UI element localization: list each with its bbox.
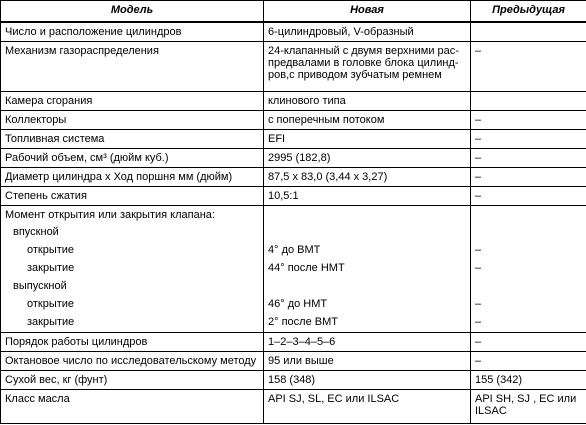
old-value-cell: 155 (342) xyxy=(471,370,586,389)
table-row xyxy=(1,332,586,351)
param-cell: Число и расположение цилиндров xyxy=(1,22,264,41)
param-cell: открытие xyxy=(1,295,264,313)
old-value-cell xyxy=(471,22,586,41)
table-row xyxy=(1,351,586,370)
header-row xyxy=(1,1,586,23)
table-row xyxy=(1,370,586,389)
table-row xyxy=(1,223,586,241)
new-value-cell: 2995 (182,8) xyxy=(264,148,471,167)
old-value-cell: – xyxy=(471,129,586,148)
old-value-cell: – xyxy=(471,259,586,277)
old-value-cell: – xyxy=(471,313,586,332)
old-value-cell: – xyxy=(471,351,586,370)
new-value-cell: API SJ, SL, EC или ILSAC xyxy=(264,389,471,423)
param-cell: открытие xyxy=(1,241,264,259)
table-row xyxy=(1,259,586,277)
new-value-cell: 10,5:1 xyxy=(264,186,471,205)
param-cell: выпускной xyxy=(1,277,264,295)
old-value-cell xyxy=(471,277,586,295)
new-value-cell: клинового типа xyxy=(264,91,471,110)
new-value-cell xyxy=(264,277,471,295)
new-value-cell: 24-клапанный с двумя верхними рас- предвалами в головке блока цилинд- ров,с приводом зубчатым ремнем xyxy=(264,41,471,91)
table-row xyxy=(1,22,586,41)
new-value-cell: EFI xyxy=(264,129,471,148)
new-value-cell: 6-цилиндровый, V-образный xyxy=(264,22,471,41)
old-value-cell: – xyxy=(471,41,586,91)
param-cell: Топливная система xyxy=(1,129,264,148)
old-value-cell xyxy=(471,91,586,110)
table-row xyxy=(1,205,586,223)
param-cell: Степень сжатия xyxy=(1,186,264,205)
new-value-cell: с поперечным потоком xyxy=(264,110,471,129)
old-value-cell: – xyxy=(471,241,586,259)
new-value-cell: 2° после ВМТ xyxy=(264,313,471,332)
header-model: Модель xyxy=(1,1,264,23)
param-cell: Механизм газораспределения xyxy=(1,41,264,91)
table-row xyxy=(1,313,586,332)
table-row xyxy=(1,277,586,295)
old-value-cell: – xyxy=(471,295,586,313)
table-row xyxy=(1,91,586,110)
old-value-cell: – xyxy=(471,148,586,167)
param-cell: Момент открытия или закрытия клапана: xyxy=(1,205,264,223)
param-cell: Камера сгорания xyxy=(1,91,264,110)
param-cell: Порядок работы цилиндров xyxy=(1,332,264,351)
table-row xyxy=(1,389,586,423)
new-value-cell: 46° до НМТ xyxy=(264,295,471,313)
table-row xyxy=(1,241,586,259)
new-value-cell: 44° после НМТ xyxy=(264,259,471,277)
table-row xyxy=(1,110,586,129)
table-row xyxy=(1,148,586,167)
new-value-cell: 1–2–3–4–5–6 xyxy=(264,332,471,351)
param-cell: закрытие xyxy=(1,313,264,332)
table-row xyxy=(1,129,586,148)
old-value-cell: – xyxy=(471,167,586,186)
new-value-cell: 4° до ВМТ xyxy=(264,241,471,259)
old-value-cell: – xyxy=(471,332,586,351)
old-value-cell: – xyxy=(471,186,586,205)
param-cell: закрытие xyxy=(1,259,264,277)
header-previous: Предыдущая xyxy=(471,1,586,23)
new-value-cell: 158 (348) xyxy=(264,370,471,389)
table-row xyxy=(1,295,586,313)
param-cell: Класс масла xyxy=(1,389,264,423)
new-value-cell xyxy=(264,223,471,241)
param-cell: впускной xyxy=(1,223,264,241)
old-value-cell: API SH, SJ , EC или ILSAC xyxy=(471,389,586,423)
table-row xyxy=(1,186,586,205)
param-cell: Диаметр цилиндра х Ход поршня мм (дюйм) xyxy=(1,167,264,186)
table-row xyxy=(1,41,586,91)
old-value-cell xyxy=(471,205,586,223)
param-cell: Коллекторы xyxy=(1,110,264,129)
param-cell: Октановое число по исследовательскому методу xyxy=(1,351,264,370)
old-value-cell: – xyxy=(471,110,586,129)
old-value-cell xyxy=(471,223,586,241)
header-new: Новая xyxy=(264,1,471,23)
table-row xyxy=(1,167,586,186)
new-value-cell: 87,5 х 83,0 (3,44 х 3,27) xyxy=(264,167,471,186)
new-value-cell: 95 или выше xyxy=(264,351,471,370)
param-cell: Рабочий объем, см³ (дюйм куб.) xyxy=(1,148,264,167)
param-cell: Сухой вес, кг (фунт) xyxy=(1,370,264,389)
new-value-cell xyxy=(264,205,471,223)
